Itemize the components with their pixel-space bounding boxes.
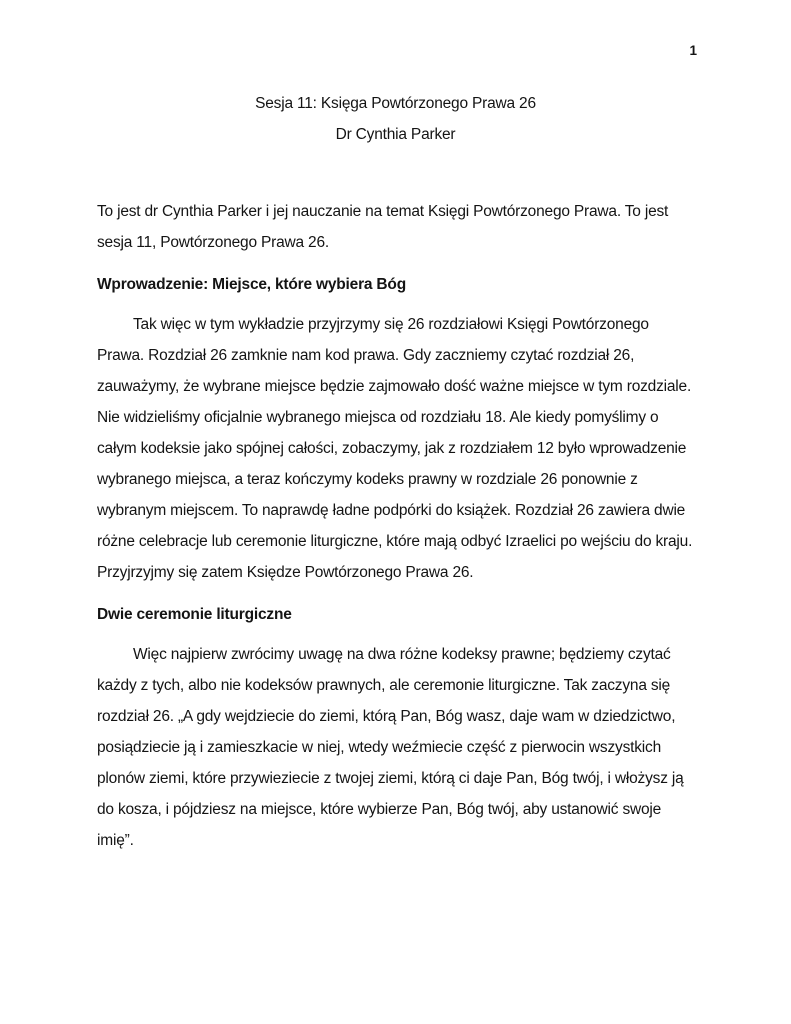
document-title <box>97 88 694 150</box>
heading-wprowadzenie: Wprowadzenie: Miejsce, które wybiera Bóg <box>97 276 406 293</box>
page-number: 1 <box>689 43 697 58</box>
paragraph-two-ceremonies: Więc najpierw zwrócimy uwagę na dwa różne kodeksy prawne; będziemy czytać każdy z tych, albo nie kodeksów prawnych, ale ceremonie liturgiczne. Tak zaczyna się rozdział 26. „A gdy wejdziecie do ziemi, którą Pan, Bóg wasz, daje wam w dziedzictwo, posiądziecie ją i zamieszkacie w niej, wtedy weźmiecie część z pierwocin wszystkich plonów ziemi, które przywieziecie z twojej ziemi, którą ci daje Pan, Bóg twój, i włożysz ją do kosza, i pójdziesz na miejsce, które wybierze Pan, Bóg twój, aby ustanowić swoje imię”. <box>97 646 684 849</box>
title-line-author: Dr Cynthia Parker <box>335 126 456 143</box>
title-line-session: Sesja 11: Księga Powtórzonego Prawa 26 <box>255 95 536 112</box>
paragraph-chapter-26-overview: Tak więc w tym wykładzie przyjrzymy się 26 rozdziałowi Księgi Powtórzonego Prawa. Rozdział 26 zamknie nam kod prawa. Gdy zaczniemy czytać rozdział 26, zauważymy, że wybrane miejsce będzie zajmowało dość ważne miejsce w tym rozdziale. Nie widzieliśmy oficjalnie wybranego miejsca od rozdziału 18. Ale kiedy pomyślimy o całym kodeksie jako spójnej całości, zobaczymy, jak z rozdziałem 12 było wprowadzenie wybranego miejsca, a teraz kończymy kodeks prawny w rozdziale 26 ponownie z wybranym miejscem. To naprawdę ładne podpórki do książek. Rozdział 26 zawiera dwie różne celebracje lub ceremonie liturgiczne, które mają odbyć Izraelici po wejściu do kraju. Przyjrzyjmy się zatem Księdze Powtórzonego Prawa 26. <box>97 316 693 581</box>
document-body <box>97 196 694 856</box>
paragraph-intro: To jest dr Cynthia Parker i jej nauczanie na temat Księgi Powtórzonego Prawa. To jest sesja 11, Powtórzonego Prawa 26. <box>97 203 669 251</box>
heading-dwie-ceremonie: Dwie ceremonie liturgiczne <box>97 606 292 623</box>
